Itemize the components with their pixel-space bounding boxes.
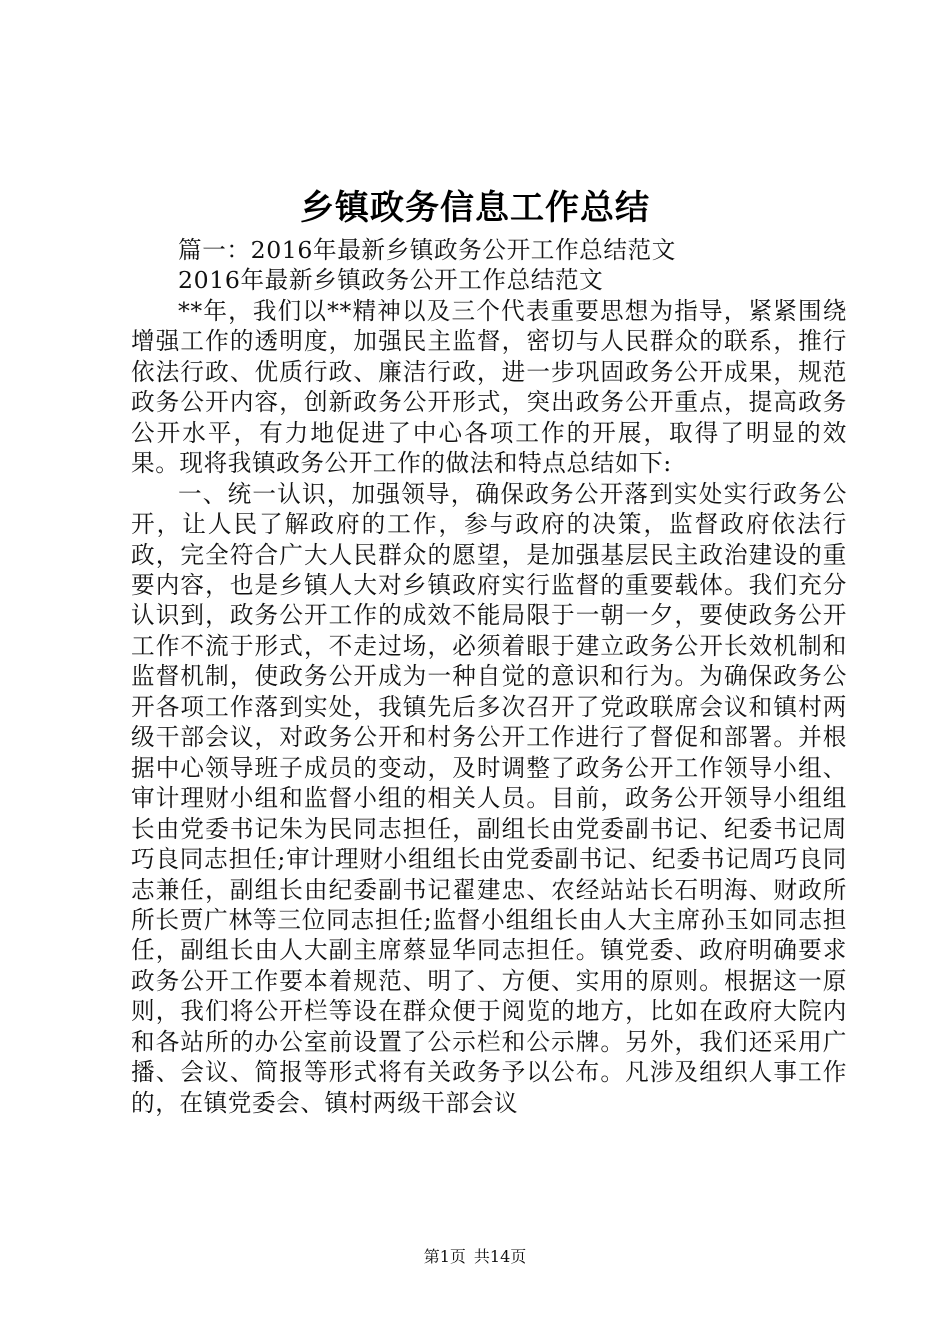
document-title: 乡镇政务信息工作总结 xyxy=(300,188,650,228)
page-number: 第1页 xyxy=(423,1247,466,1266)
page-footer xyxy=(0,1247,950,1267)
paragraph-section-one: 一、统一认识，加强领导，确保政务公开落到实处实行政务公开，让人民了解政府的工作，参与政府的决策，监督政府依法行政，完全符合广大人民群众的愿望，是加强基层民主政治建设的重要内容，也是乡镇人大对乡镇政府实行监督的重要载体。我们充分认识到，政务公开工作的成效不能局限于一朝一夕，要使政务公开工作不流于形式，不走过场，必须着眼于建立政务公开长效机制和监督机制，使政务公开成为一种自觉的意识和行为。为确保政务公开各项工作落到实处，我镇先后多次召开了党政联席会议和镇村两级干部会议，对政务公开和村务公开工作进行了督促和部署。并根据中心领导班子成员的变动，及时调整了政务公开工作领导小组、审计理财小组和监督小组的相关人员。目前，政务公开领导小组组长由党委书记朱为民同志担任，副组长由党委副书记、纪委书记周巧良同志担任;审计理财小组组长由党委副书记、纪委书记周巧良同志兼任，副组长由纪委副书记翟建忠、农经站站长石明海、财政所所长贾广林等三位同志担任;监督小组组长由人大主席孙玉如同志担任，副组长由人大副主席蔡显华同志担任。镇党委、政府明确要求政务公开工作要本着规范、明了、方便、实用的原则。根据这一原则，我们将公开栏等设在群众便于阅览的地方，比如在政府大院内和各站所的办公室前设置了公示栏和公示牌。另外，我们还采用广播、会议、简报等形式将有关政务予以公布。凡涉及组织人事工作的，在镇党委会、镇村两级干部会议 xyxy=(131,479,847,1117)
paragraph-intro: **年，我们以**精神以及三个代表重要思想为指导，紧紧围绕增强工作的透明度，加强民主监督，密切与人民群众的联系，推行依法行政、优质行政、廉洁行政，进一步巩固政务公开成果，规范政务公开内容，创新政务公开形式，突出政务公开重点，提高政务公开水平，有力地促进了中心各项工作的开展，取得了明显的效果。现将我镇政务公开工作的做法和特点总结如下: xyxy=(131,296,847,478)
article-subtitle: 2016年最新乡镇政务公开工作总结范文 xyxy=(178,266,604,295)
document-body xyxy=(131,235,847,1118)
page-total: 共14页 xyxy=(473,1247,527,1266)
section-heading: 篇一：2016年最新乡镇政务公开工作总结范文 xyxy=(178,236,676,264)
